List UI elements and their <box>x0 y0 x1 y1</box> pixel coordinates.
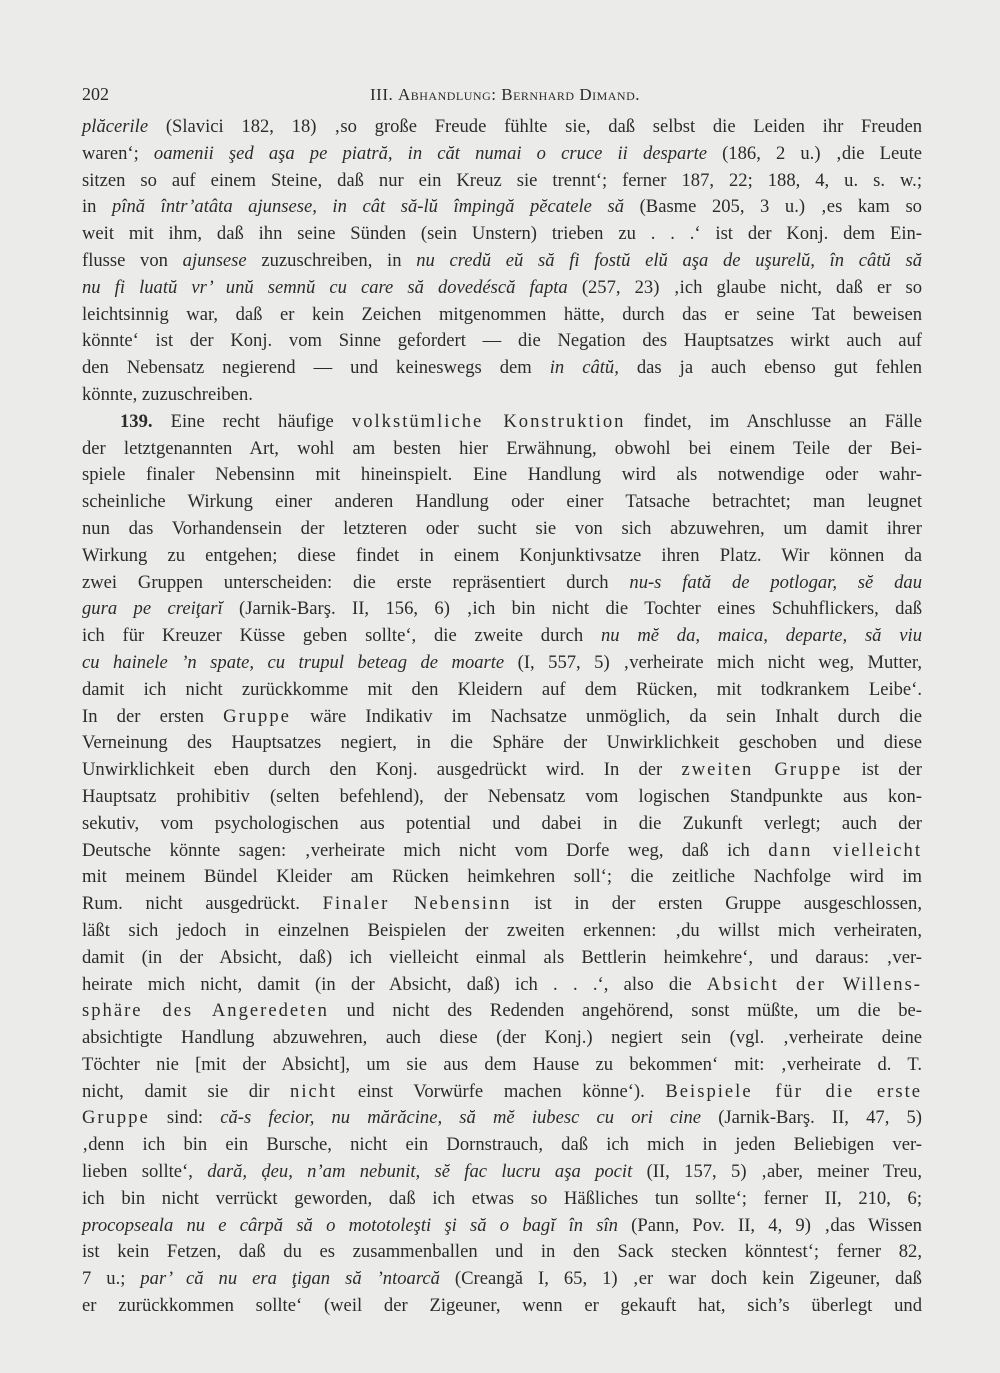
text-segment: damit ich nicht zurückkomme mit den Kleidern auf dem Rücken, mit todkrankem Leibe‘. <box>82 678 922 700</box>
text-segment: absichtigte Handlung abzuwehren, auch diese (der Konj.) negiert sein (vgl. ‚verheirate deine <box>82 1027 922 1049</box>
text-segment: nun das Vorhandensein der letzteren oder sucht sie von sich abzuwehren, um damit ihrer <box>82 517 922 539</box>
text-segment: Verneinung des Hauptsatzes negiert, in die Sphäre der Unwirklichkeit geschoben und diese <box>82 732 922 754</box>
text-line <box>82 436 922 463</box>
text-segment: flusse von <box>82 249 183 271</box>
italic-text: plăcerile <box>82 116 149 137</box>
spaced-emphasis: Gruppe <box>223 705 291 727</box>
text-line <box>82 570 922 597</box>
text-segment: 7 u.; <box>82 1268 141 1290</box>
text-segment: (Jarnik-Barş. II, 156, 6) ‚ich bin nicht die Tochter eines Schuhflickers, daß <box>222 598 922 620</box>
text-line <box>82 784 922 811</box>
text-line <box>82 141 922 168</box>
text-line <box>82 355 922 382</box>
text-line <box>82 1052 922 1079</box>
text-segment: er zurückkommen sollte‘ (weil der Zigeuner, wenn er gekauft hat, sich’s überlegt und <box>82 1295 922 1317</box>
text-line <box>82 1239 922 1266</box>
text-segment: ist der <box>842 759 922 781</box>
text-segment: (Basme 205, 3 u.) ‚es kam so <box>624 196 922 218</box>
text-line <box>82 275 922 302</box>
running-head <box>370 85 640 105</box>
text-line <box>82 302 922 329</box>
text-segment: Rum. nicht ausgedrückt. <box>82 893 323 915</box>
page-number: 202 <box>82 84 109 104</box>
text-line <box>82 757 922 784</box>
text-segment: (Slavici 182, 18) ‚so große Freude fühlte sie, daß selbst die Leiden ihr Freuden <box>148 116 922 137</box>
text-line <box>82 516 922 543</box>
text-line <box>82 1159 922 1186</box>
text-segment: ist in der ersten Gruppe ausgeschlossen, <box>511 893 923 915</box>
text-line <box>82 1266 922 1293</box>
text-line <box>82 168 922 195</box>
text-line <box>82 248 922 275</box>
text-line <box>82 891 922 918</box>
italic-text: par’ că nu era ţigan să ’ntoarcă <box>140 1268 440 1290</box>
spaced-emphasis: Absicht der Willens- <box>706 973 922 995</box>
text-line <box>82 677 922 704</box>
text-segment: Eine recht häufige <box>152 410 352 432</box>
text-segment: einst Vorwürfe machen könne‘). <box>337 1080 666 1102</box>
text-segment: nicht, damit sie dir <box>82 1080 291 1102</box>
text-segment: sitzen so auf einem Steine, daß nur ein Kreuz sie trennt‘; ferner 187, 22; 188, 4, u. s. w.; <box>82 169 922 191</box>
text-segment: mit meinem Bündel Kleider am Rücken heimkehren soll‘; die zeitliche Nachfolge wird im <box>82 866 922 888</box>
text-segment: (Creangă I, 65, 1) ‚er war doch kein Zigeuner, daß <box>439 1268 922 1290</box>
italic-text: nu credŭ eŭ să fi fostŭ elŭ aşa de uşurelŭ, în câtŭ să <box>416 249 922 271</box>
text-segment: ‚denn ich bin ein Bursche, nicht ein Dornstrauch, daß ich mich in jeden Beliebigen ver- <box>82 1134 922 1156</box>
spaced-emphasis: dann vielleicht <box>768 839 922 861</box>
text-segment: den Nebensatz negierend — und keineswegs dem <box>82 357 550 379</box>
text-line <box>82 221 922 248</box>
italic-text: ajunsese <box>182 249 247 271</box>
text-segment: waren‘; <box>82 142 154 164</box>
text-segment: (II, 157, 5) ‚aber, meiner Treu, <box>632 1161 922 1183</box>
text-line <box>82 114 922 141</box>
spaced-emphasis: volkstümliche Konstruktion <box>351 410 626 432</box>
text-segment: in <box>82 196 113 218</box>
text-line <box>82 838 922 865</box>
running-head-part: III. <box>370 85 394 104</box>
italic-text: pînă într’atâta ajunsese, in cât să-lŭ împingă pĕcatele să <box>112 196 625 218</box>
italic-text: in câtŭ, <box>549 357 619 379</box>
text-segment: der letztgenannten Art, wohl am besten hier Erwähnung, obwohl bei einem Teile der Bei- <box>82 437 922 459</box>
italic-text: nu-s fată de potlogar, sĕ dau <box>629 571 923 593</box>
text-segment: läßt sich jedoch in einzelnen Beispielen der zweiten erkennen: ‚du willst mich verheiraten, <box>82 919 922 941</box>
text-line <box>82 972 922 999</box>
italic-text: nu fi luatŭ vr’ unŭ semnŭ cu care să dovedéscă fapta <box>82 276 568 298</box>
spaced-emphasis: Finaler Nebensinn <box>322 893 512 915</box>
text-line <box>82 382 922 409</box>
text-segment: (186, 2 u.) ‚die Leute <box>707 142 922 164</box>
text-line <box>82 1079 922 1106</box>
text-segment: leichtsinnig war, daß er kein Zeichen mitgenommen hätte, durch das er seine Tat beweisen <box>82 303 922 325</box>
spaced-emphasis: nicht <box>290 1080 338 1102</box>
text-segment: zuzuschreiben, in <box>246 249 417 271</box>
text-line <box>82 730 922 757</box>
text-line <box>82 194 922 221</box>
text-segment: Hauptsatz prohibitiv (selten befehlend), der Nebensatz vom logischen Standpunkte aus kon- <box>82 785 922 807</box>
text-segment: ist kein Fetzen, daß du es zusammenballen und in den Sack stecken könntest‘; ferner 82, <box>82 1241 922 1263</box>
text-line <box>82 409 922 436</box>
spaced-emphasis: Beispiele für die erste <box>665 1080 922 1102</box>
text-segment: (Jarnik-Barş. II, 47, 5) <box>701 1107 922 1129</box>
text-line <box>82 623 922 650</box>
page-header <box>82 84 922 108</box>
text-line <box>82 1132 922 1159</box>
text-segment: findet, im Anschlusse an Fälle <box>625 410 922 432</box>
text-segment: (Pann, Pov. II, 4, 9) ‚das Wissen <box>617 1214 922 1236</box>
text-segment: Deutsche könnte sagen: ‚verheirate mich nicht vom Dorfe weg, daß ich <box>82 839 769 861</box>
text-segment: Wirkung zu entgehen; diese findet in einem Konjunktivsatze ihren Platz. Wir können da <box>82 544 922 566</box>
italic-text: oamenii şed aşa pe piatră, in căt numai o cruce ii desparte <box>153 142 707 164</box>
text-line <box>82 1025 922 1052</box>
text-segment: ich bin nicht verrückt geworden, daß ich etwas so Häßliches tun sollte‘; ferner II, 210, 6; <box>82 1187 922 1209</box>
text-line <box>82 945 922 972</box>
text-line <box>82 811 922 838</box>
text-line <box>82 489 922 516</box>
italic-text: cu hainele ’n spate, cu trupul beteag de moarte <box>82 651 505 673</box>
text-segment: könnte‘ ist der Konj. vom Sinne gefordert — die Negation des Hauptsatzes wirkt auch auf <box>82 330 922 352</box>
text-segment: (257, 23) ‚ich glaube nicht, daß er so <box>567 276 922 298</box>
text-segment: ich für Kreuzer Küsse geben sollte‘, die zweite durch <box>82 625 601 647</box>
text-segment: und nicht des Redenden angehörend, sonst müßte, um die be- <box>328 1000 922 1022</box>
text-segment: weit mit ihm, daß ihn seine Sünden (sein Unstern) trieben zu . . .‘ ist der Konj. dem Ein- <box>82 223 922 245</box>
text-line <box>82 864 922 891</box>
text-line <box>82 1105 922 1132</box>
text-line <box>82 1293 922 1320</box>
spaced-emphasis: sphäre des Angeredeten <box>82 1000 329 1022</box>
text-line <box>82 650 922 677</box>
text-segment: zwei Gruppen unterscheiden: die erste repräsentiert durch <box>82 571 630 593</box>
italic-text: că-s fecior, nu mărăcine, să mĕ iubesc cu ori cine <box>220 1107 702 1129</box>
text-line <box>82 1186 922 1213</box>
text-segment: damit (in der Absicht, daß) ich vielleicht einmal als Bettlerin heimkehre‘, und daraus: ‚ver- <box>82 946 922 968</box>
text-line <box>82 596 922 623</box>
text-segment: könnte, zuzuschreiben. <box>82 383 253 405</box>
text-segment: lieben sollte‘, <box>82 1161 208 1183</box>
text-segment: Töchter nie [mit der Absicht], um sie aus dem Hause zu bekommen‘ mit: ‚verheirate d. T. <box>82 1053 922 1075</box>
section-number: 139. <box>120 410 153 432</box>
running-head-title: Abhandlung: Bernhard Dimand. <box>397 85 641 104</box>
spaced-emphasis: zweiten Gruppe <box>681 759 843 781</box>
text-line <box>82 998 922 1025</box>
text-line <box>82 704 922 731</box>
text-segment: spiele finaler Nebensinn mit hineinspielt. Eine Handlung wird als notwendige oder wahr- <box>82 464 922 486</box>
spaced-emphasis: Gruppe <box>82 1107 150 1129</box>
italic-text: dară, ḑeu, n’am nebunit, sĕ fac lucru aşa pocit <box>207 1161 633 1183</box>
text-segment: das ja auch ebenso gut fehlen <box>618 357 922 379</box>
text-segment: In der ersten <box>82 705 224 727</box>
text-segment: scheinliche Wirkung einer anderen Handlung oder einer Tatsache betrachtet; man leugnet <box>82 491 922 513</box>
text-line <box>82 543 922 570</box>
text-line <box>82 1213 922 1240</box>
text-segment: wäre Indikativ im Nachsatze unmöglich, da sein Inhalt durch die <box>290 705 922 727</box>
italic-text: gura pe creiţarĭ <box>82 598 223 620</box>
text-segment: heirate mich nicht, damit (in der Absicht, daß) ich . . .‘, also die <box>82 973 707 995</box>
text-segment: sekutiv, vom psychologischen aus potential und dabei in die Zukunft verlegt; auch der <box>82 812 922 834</box>
italic-text: procopseala nu e cârpă să o mototoleşti şi să o bagĭ în sîn <box>82 1214 618 1236</box>
text-line <box>82 918 922 945</box>
text-line <box>82 328 922 355</box>
text-segment: (I, 557, 5) ‚verheirate mich nicht weg, Mutter, <box>504 651 922 673</box>
text-segment: sind: <box>149 1107 221 1129</box>
text-line <box>82 462 922 489</box>
body-text <box>82 114 922 1320</box>
text-segment: Unwirklichkeit eben durch den Konj. ausgedrückt wird. In der <box>82 759 682 781</box>
italic-text: nu mĕ da, maica, departe, să viu <box>600 625 922 647</box>
